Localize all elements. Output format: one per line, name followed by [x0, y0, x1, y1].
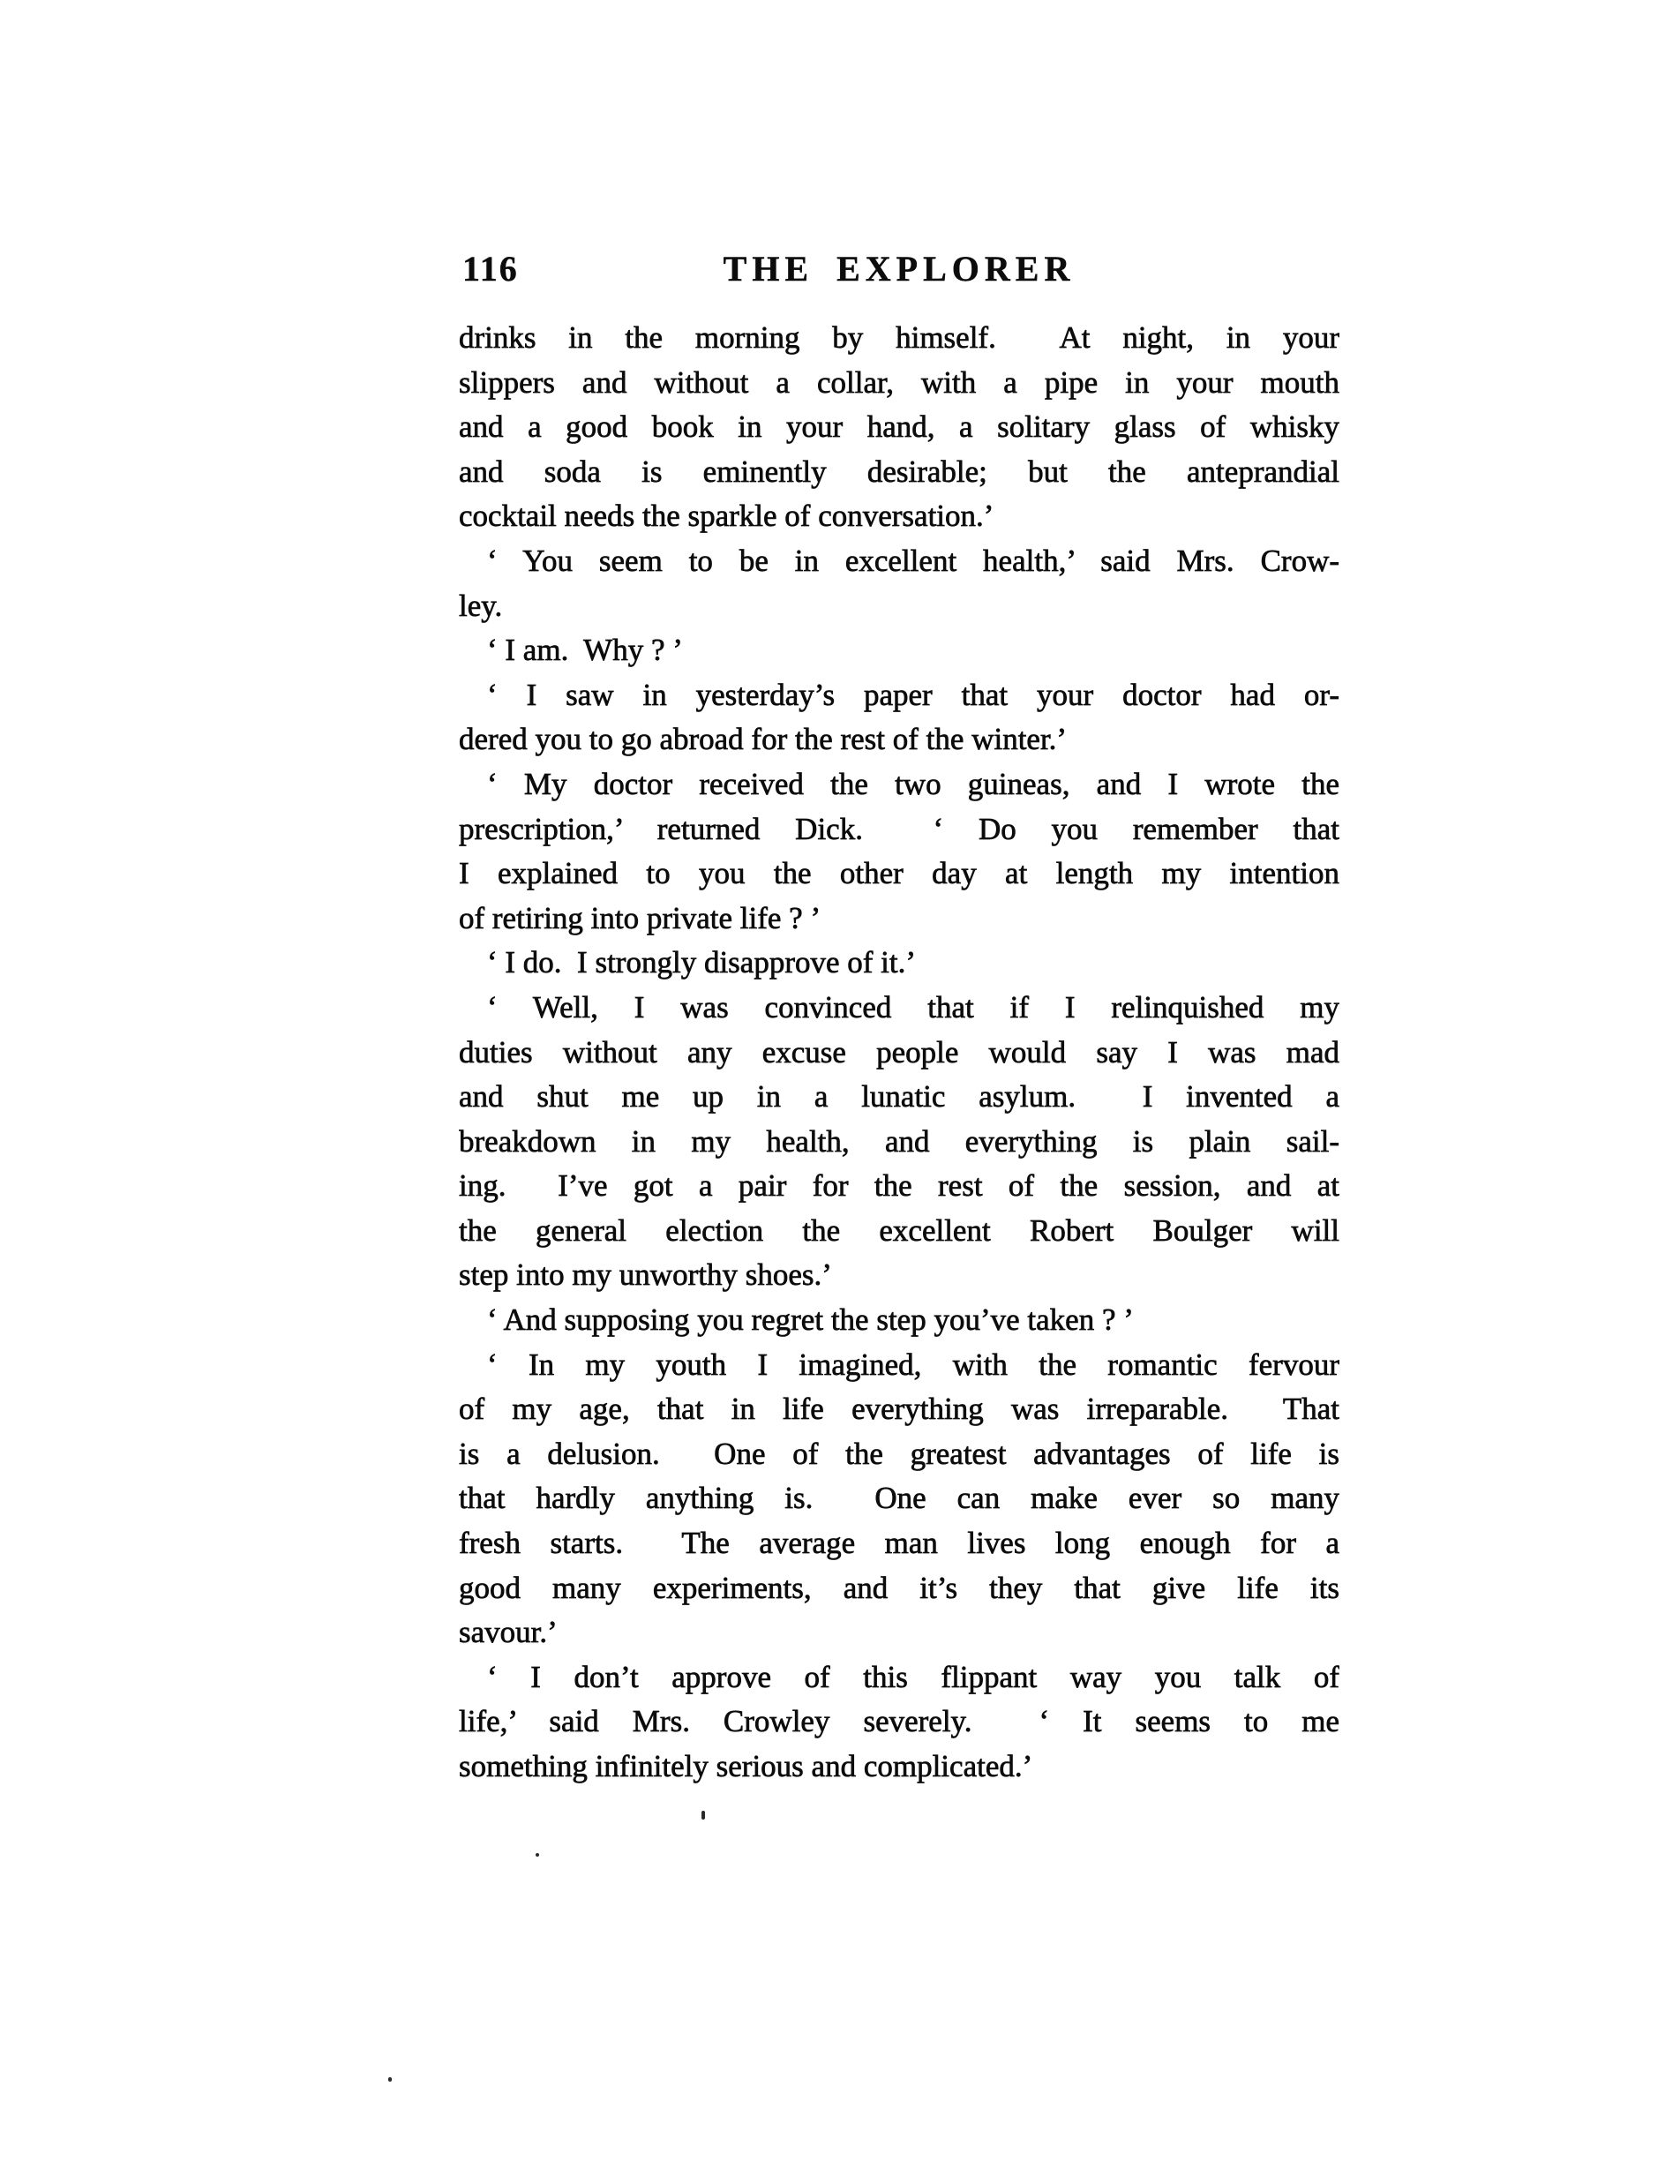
text-line: that hardly anything is. One can make ever so many — [459, 1481, 1339, 1516]
text-line: drinks in the morning by himself. At night, in your — [459, 320, 1339, 355]
text-line: is a delusion. One of the greatest advantages of life is — [459, 1436, 1339, 1471]
text-line: something infinitely serious and complicated.’ — [459, 1749, 1033, 1783]
scan-speck-1 — [701, 1811, 705, 1820]
text-line: duties without any excuse people would say I was mad — [459, 1034, 1339, 1069]
text-line: step into my unworthy shoes.’ — [459, 1257, 832, 1293]
page-number: 116 — [462, 249, 519, 289]
scan-speck-3 — [388, 2077, 392, 2082]
text-line: ‘ Well, I was convinced that if I relinquished my — [487, 989, 1339, 1024]
text-line: breakdown in my health, and everything is plain sail- — [459, 1123, 1339, 1159]
page-header — [459, 251, 1339, 291]
text-line: slippers and without a collar, with a pipe in your mouth — [459, 364, 1339, 400]
scan-speck-2 — [536, 1853, 539, 1857]
page-title: THE EXPLORER — [723, 249, 1076, 289]
text-line: prescription,’ returned Dick. ‘ Do you remember that — [459, 811, 1339, 846]
text-line: ley. — [459, 588, 503, 623]
text-line: of retiring into private life ? ’ — [459, 900, 821, 935]
text-line: ‘ I am. Why ? ’ — [487, 633, 683, 668]
text-line: ‘ I don’t approve of this flippant way you talk of — [487, 1659, 1339, 1694]
text-line: ‘ I do. I strongly disapprove of it.’ — [487, 945, 917, 980]
text-line: cocktail needs the sparkle of conversation.’ — [459, 499, 994, 534]
text-line: ‘ You seem to be in excellent health,’ said Mrs. Crow- — [487, 543, 1339, 578]
text-line: of my age, that in life everything was irreparable. That — [459, 1392, 1339, 1427]
text-line: good many experiments, and it’s they that give life its — [459, 1570, 1339, 1605]
text-line: dered you to go abroad for the rest of the winter.’ — [459, 722, 1068, 757]
text-line: and shut me up in a lunatic asylum. I invented a — [459, 1079, 1339, 1115]
text-line: savour.’ — [459, 1615, 558, 1650]
body-text — [459, 316, 1339, 1790]
text-line: ‘ And supposing you regret the step you’ve taken ? ’ — [487, 1302, 1134, 1338]
text-line: and soda is eminently desirable; but the anteprandial — [459, 454, 1339, 489]
text-line: ‘ I saw in yesterday’s paper that your doctor had or- — [487, 677, 1339, 712]
text-line: fresh starts. The average man lives long enough for a — [459, 1526, 1339, 1561]
text-line: ing. I’ve got a pair for the rest of the session, and at — [459, 1168, 1339, 1204]
text-line: the general election the excellent Robert Boulger will — [459, 1212, 1339, 1248]
text-line: ‘ In my youth I imagined, with the romantic fervour — [487, 1347, 1339, 1382]
text-line: ‘ My doctor received the two guineas, and I wrote the — [487, 766, 1339, 801]
text-line: I explained to you the other day at length my intention — [459, 856, 1339, 891]
text-line: life,’ said Mrs. Crowley severely. ‘ It seems to me — [459, 1704, 1339, 1739]
text-line: and a good book in your hand, a solitary glass of whisky — [459, 409, 1339, 445]
